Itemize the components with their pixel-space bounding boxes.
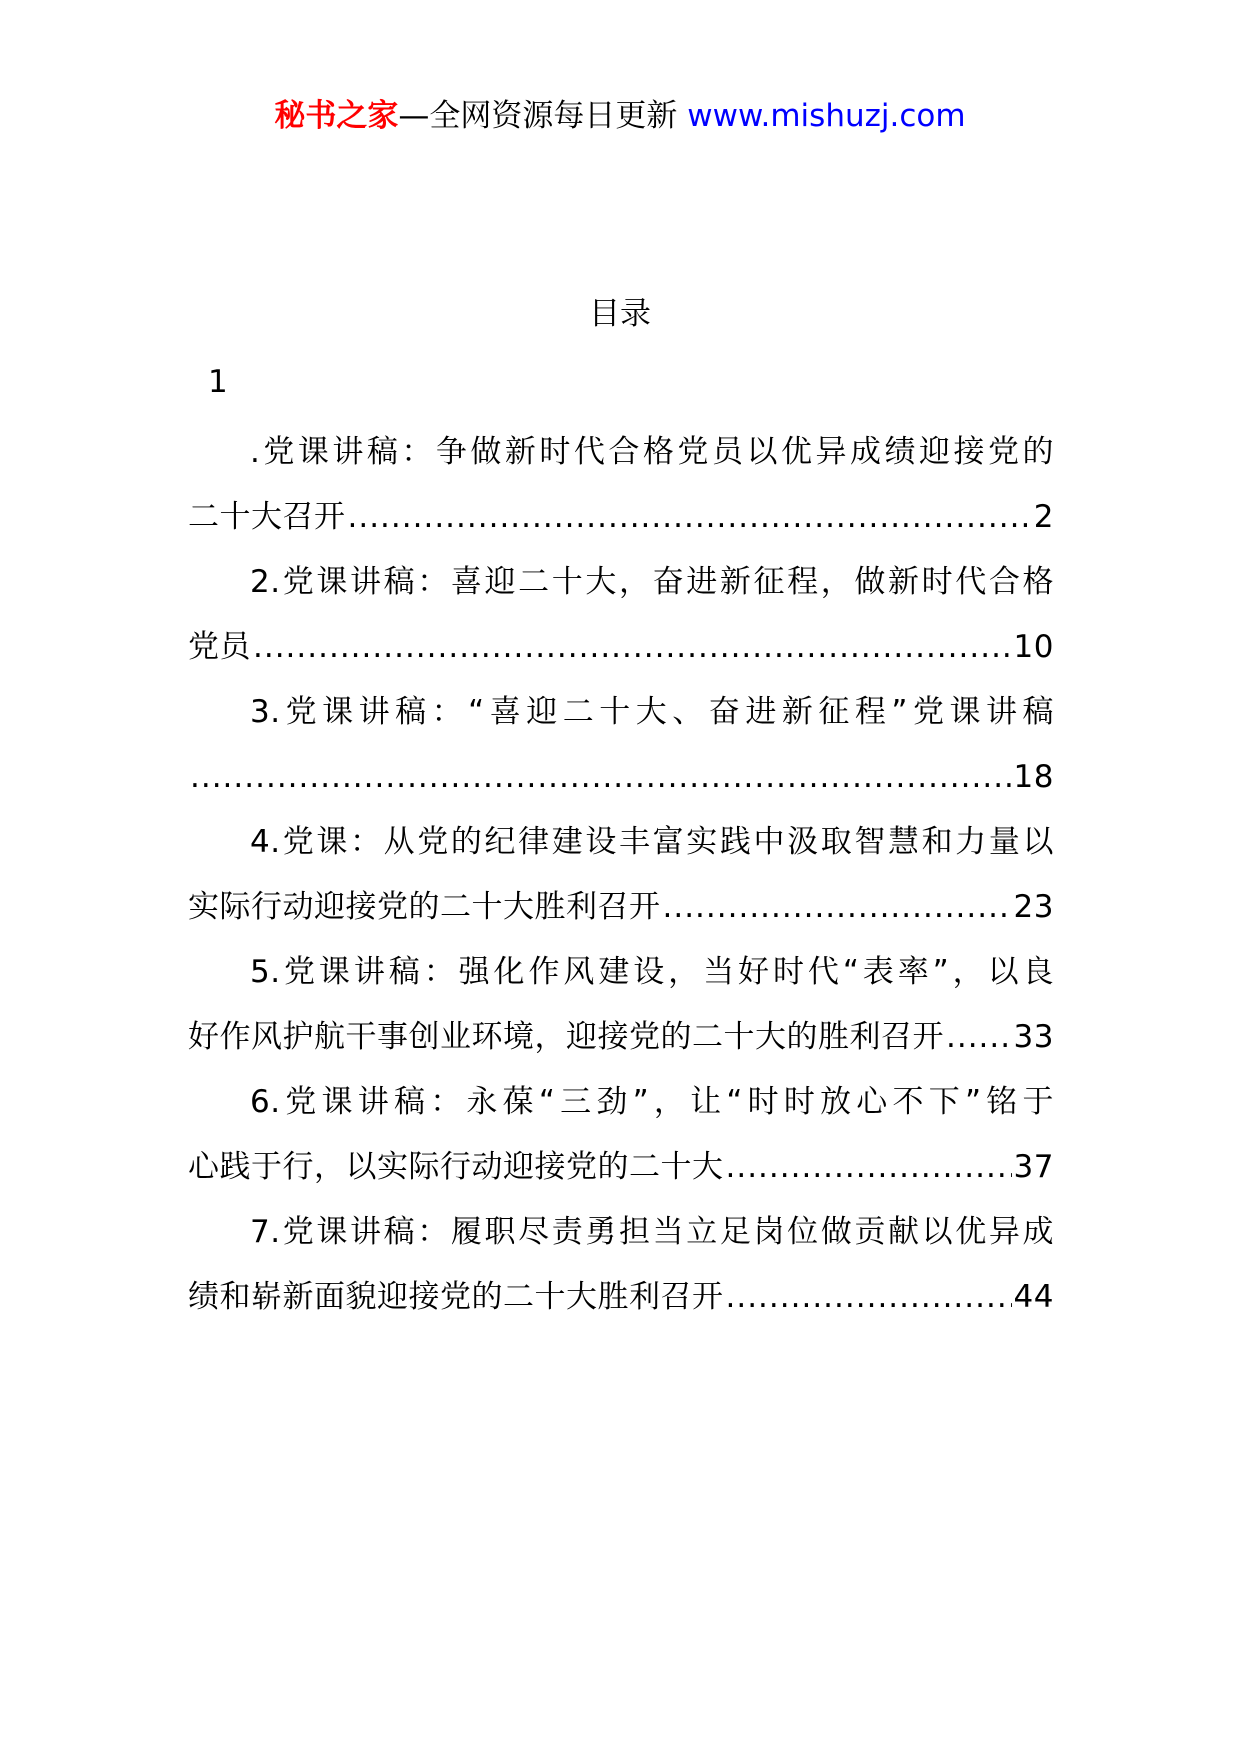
toc-entry-5[interactable] [188,940,1054,1070]
site-header [0,98,1240,135]
site-tagline: —全网资源每日更新 [398,98,678,134]
dot-leader [190,745,1012,810]
toc-entry-2[interactable] [188,550,1054,680]
toc-page-number: 37 [1013,1149,1054,1185]
toc-entry-title-tail: 绩和崭新面貌迎接党的二十大胜利召开 [188,1279,724,1315]
toc-entry-title-tail: 心践于行，以实际行动迎接党的二十大 [188,1149,724,1185]
toc-entry-continuation [188,745,1054,810]
toc-entry-3[interactable] [188,680,1054,810]
toc-page-number: 2 [1033,499,1054,535]
dot-leader [946,1005,1012,1070]
toc-title: 目录 [589,296,651,332]
toc-entry-title: 6.党课讲稿：永葆“三劲”，让“时时放心不下”铭于 [250,1084,1054,1120]
toc-entry-1[interactable] [188,420,1054,550]
toc-entry-4[interactable] [188,810,1054,940]
toc-page-number: 23 [1013,889,1054,925]
dot-leader [663,875,1012,940]
toc-entry-6[interactable] [188,1070,1054,1200]
toc-lead-number: 1 [208,364,228,400]
toc-entry-title: 3.党课讲稿：“喜迎二十大、奋进新征程”党课讲稿 [250,694,1054,730]
toc-page-number: 10 [1013,629,1054,665]
toc-entry-title-tail: 党员 [188,629,251,665]
toc-entry-title: 2.党课讲稿：喜迎二十大，奋进新征程，做新时代合格 [250,564,1054,600]
toc-entry-title: 7.党课讲稿：履职尽责勇担当立足岗位做贡献以优异成 [250,1214,1054,1250]
dot-leader [253,615,1012,680]
toc-page-number: 33 [1013,1019,1054,1055]
toc-entry-title: .党课讲稿：争做新时代合格党员以优异成绩迎接党的 [250,434,1054,470]
toc-entry-continuation [188,1135,1054,1200]
toc-entry-title-tail: 二十大召开 [188,499,346,535]
toc-entry-title-tail: 好作风护航干事创业环境，迎接党的二十大的胜利召开 [188,1019,944,1055]
dot-leader [348,485,1032,550]
toc-page-number: 18 [1013,759,1054,795]
site-url-link[interactable]: www.mishuzj.com [687,98,966,134]
toc-entry-7[interactable] [188,1200,1054,1330]
toc-entry-continuation [188,1265,1054,1330]
dot-leader [726,1265,1012,1330]
toc-entry-continuation [188,1005,1054,1070]
toc-entry-title: 5.党课讲稿：强化作风建设，当好时代“表率”，以良 [250,954,1054,990]
toc-entry-continuation [188,485,1054,550]
toc-entry-title: 4.党课：从党的纪律建设丰富实践中汲取智慧和力量以 [250,824,1054,860]
table-of-contents [188,420,1054,1330]
site-brand: 秘书之家 [274,98,399,134]
toc-entry-title-tail: 实际行动迎接党的二十大胜利召开 [188,889,661,925]
dot-leader [726,1135,1012,1200]
toc-entry-continuation [188,615,1054,680]
toc-entry-continuation [188,875,1054,940]
toc-page-number: 44 [1013,1279,1054,1315]
